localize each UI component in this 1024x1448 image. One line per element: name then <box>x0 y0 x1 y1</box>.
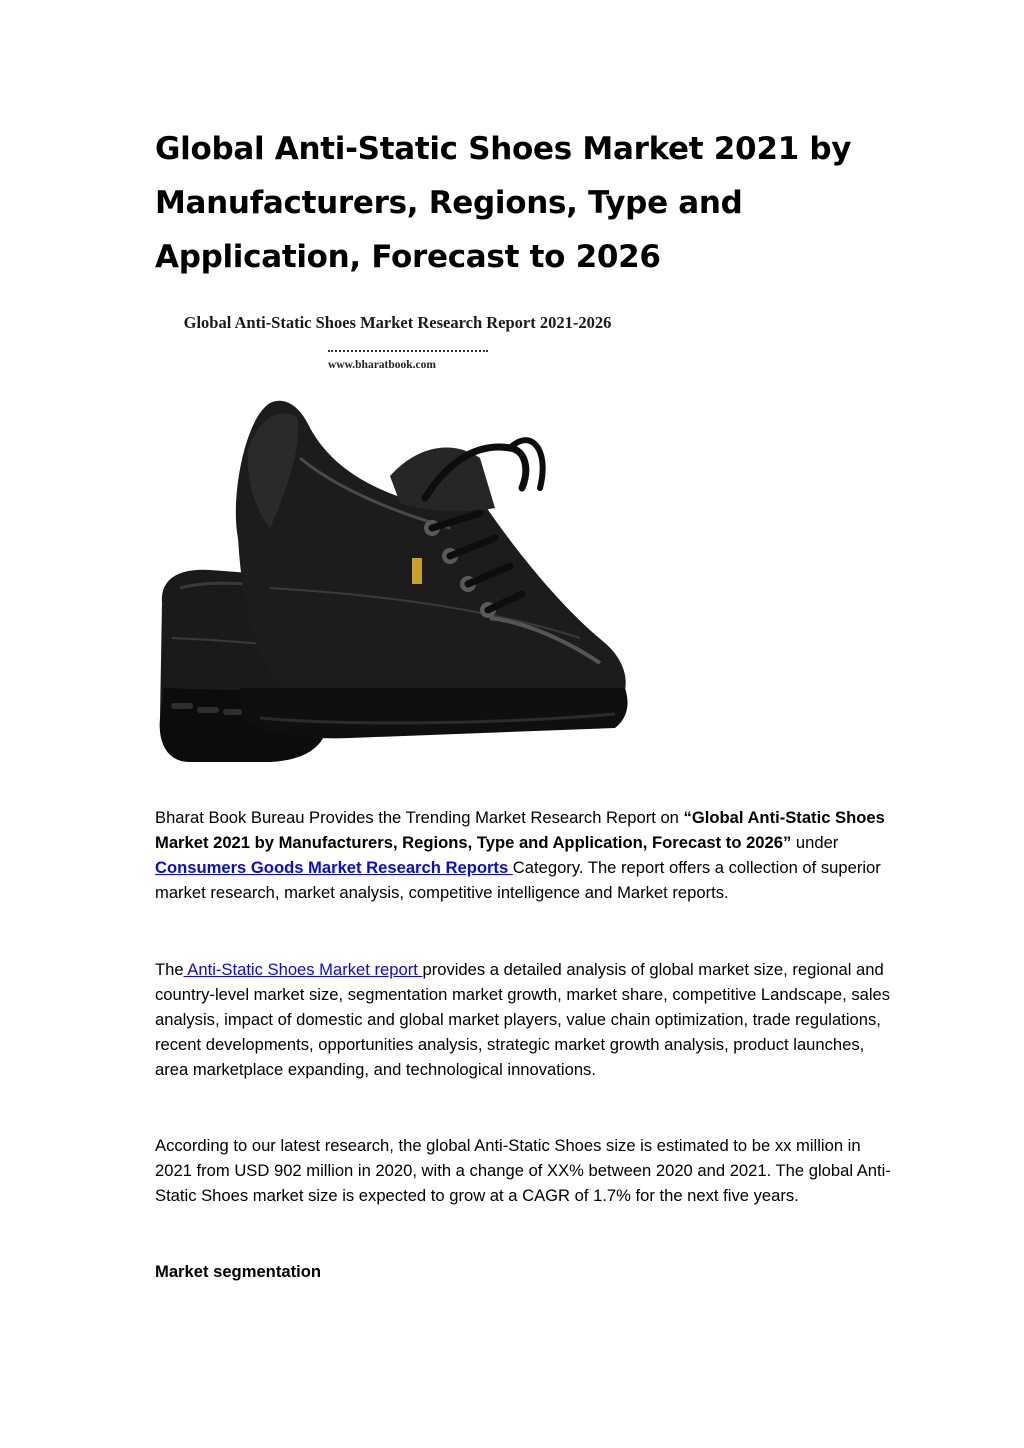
figure-banner-url: www.bharatbook.com <box>328 359 436 371</box>
consumer-goods-category-link[interactable]: Consumers Goods Market Research Reports <box>155 858 513 877</box>
intro-text: Bharat Book Bureau Provides the Trending Market Research Report on <box>155 808 684 827</box>
figure-banner-title: Global Anti-Static Shoes Market Research Report 2021-2026 <box>183 313 612 332</box>
market-segmentation-heading: Market segmentation <box>155 1262 321 1281</box>
front-shoe <box>236 401 628 739</box>
safety-shoes-image <box>150 388 640 768</box>
report-description-rest: provides a detailed analysis of global market size, regional and country-level market size, segmentation market growth, market share, competitive Landscape, sales analysis, impact of domestic and global market players, value chain optimization, trade regulations, recent developments, opportunities analysis, strategic market growth analysis, product launches, area marketplace expanding, and technological innovations. <box>155 960 891 1079</box>
report-description-paragraph <box>155 957 895 1082</box>
intro-rest-text: Category. The report offers a collection of superior market research, market analysis, competitive intelligence and Market reports. <box>155 858 881 902</box>
under-text: under <box>791 833 839 852</box>
intro-paragraph <box>155 805 895 905</box>
page-title: Global Anti-Static Shoes Market 2021 by Manufacturers, Regions, Type and Application, Forecast to 2026 <box>155 131 852 275</box>
product-figure <box>150 298 640 768</box>
figure-banner-divider <box>328 344 488 352</box>
report-name: “Global Anti-Static Shoes Market 2021 by Manufacturers, Regions, Type and Application, Forecast to 2026” <box>155 808 885 852</box>
the-text: The <box>155 960 184 979</box>
market-size-paragraph: According to our latest research, the global Anti-Static Shoes size is estimated to be xx million in 2021 from USD 902 million in 2020, with a change of XX% between 2020 and 2021. The global Anti-Static Shoes market size is expected to grow at a CAGR of 1.7% for the next five years. <box>155 1136 891 1205</box>
anti-static-shoes-report-link[interactable]: Anti-Static Shoes Market report <box>183 960 423 979</box>
